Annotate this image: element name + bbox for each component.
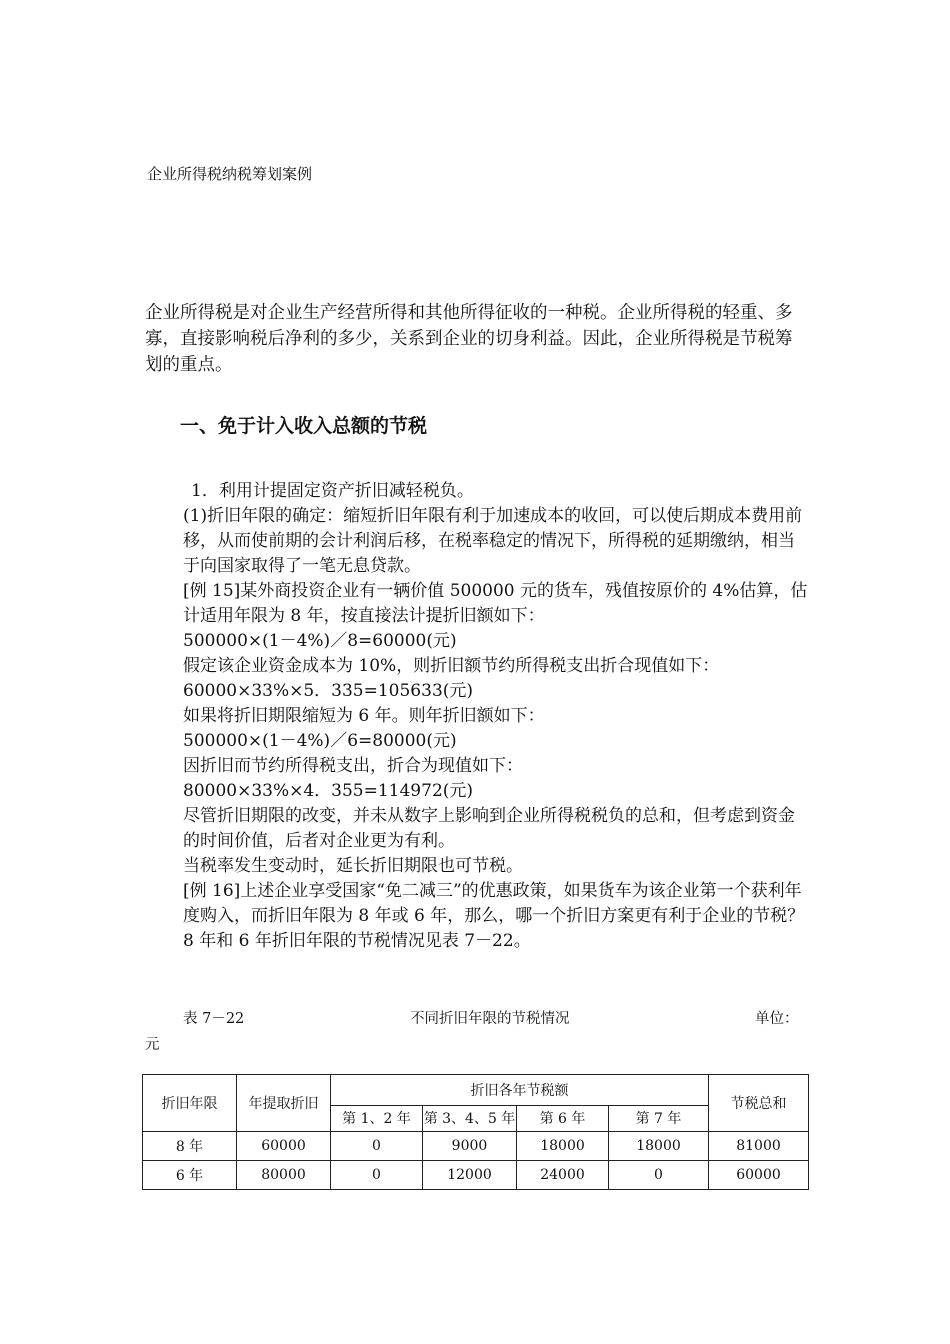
- header-annual-depreciation: 年提取折旧: [237, 1075, 331, 1132]
- table-cell: 18000: [609, 1132, 709, 1161]
- table-cell: 12000: [423, 1161, 517, 1190]
- table-row: [143, 1132, 809, 1161]
- header-depreciation-years: 折旧年限: [143, 1075, 237, 1132]
- table-cell: 0: [609, 1161, 709, 1190]
- table-cell: 24000: [517, 1161, 609, 1190]
- header-total-savings: 节税总和: [709, 1075, 809, 1132]
- body-line: (1)折旧年限的确定：缩短折旧年限有利于加速成本的收回，可以使后期成本费用前移，从而使前期的会计利润后移，在税率稳定的情况下，所得税的延期缴纳，相当于向国家取得了一笔无息贷款。: [183, 506, 803, 576]
- table-cell: 80000: [237, 1161, 331, 1190]
- body-line: 尽管折旧期限的改变，并未从数字上影响到企业所得税税负的总和，但考虑到资金的时间价值，后者对企业更为有利。: [183, 806, 795, 851]
- body-line: 因折旧而节约所得税支出，折合为现值如下：: [183, 756, 523, 776]
- body-line: 1．利用计提固定资产折旧减轻税负。: [191, 481, 474, 501]
- table-title: 不同折旧年限的节税情况: [410, 1011, 570, 1027]
- formula-line: 500000×(1－4%)／6=80000(元): [183, 731, 457, 751]
- body-line: [例 16]上述企业享受国家“免二减三”的优惠政策，如果货车为该企业第一个获利年度购入，而折旧年限为 8 年或 6 年，那么，哪一个折旧方案更有利于企业的节税？: [183, 881, 805, 926]
- body-line: 8 年和 6 年折旧年限的节税情况见表 7－22。: [183, 931, 531, 951]
- header-years-3-5: 第 3、4、5 年: [423, 1105, 517, 1131]
- header-year-6: 第 6 年: [517, 1105, 609, 1131]
- formula-line: 80000×33%×4．355=114972(元): [183, 781, 474, 801]
- table-cell: 60000: [237, 1132, 331, 1161]
- table-cell: 60000: [709, 1161, 809, 1190]
- table-cell: 81000: [709, 1132, 809, 1161]
- intro-paragraph: 企业所得税是对企业生产经营所得和其他所得征收的一种税。企业所得税的轻重、多寡，直接影响税后净利的多少，关系到企业的切身利益。因此，企业所得税是节税筹划的重点。: [145, 303, 793, 375]
- header-years-1-2: 第 1、2 年: [331, 1105, 423, 1131]
- formula-line: 500000×(1－4%)／8=60000(元): [183, 631, 457, 651]
- table-cell: 8 年: [143, 1132, 237, 1161]
- body-line: 假定该企业资金成本为 10%，则折旧额节约所得税支出折合现值如下：: [183, 656, 720, 676]
- table-unit-label: 单位：: [755, 1011, 799, 1027]
- formula-line: 60000×33%×5．335=105633(元): [183, 681, 474, 701]
- body-text: [145, 479, 809, 954]
- body-line: 当税率发生变动时，延长折旧期限也可节税。: [183, 856, 523, 876]
- table-cell: 9000: [423, 1132, 517, 1161]
- table-cell: 6 年: [143, 1161, 237, 1190]
- table-cell: 0: [331, 1161, 423, 1190]
- body-line: 如果将折旧期限缩短为 6 年。则年折旧额如下：: [183, 706, 545, 726]
- table-unit: 元: [145, 1037, 160, 1053]
- table-row: [143, 1161, 809, 1190]
- header-annual-savings-group: 折旧各年节税额: [331, 1075, 709, 1106]
- body-line: [例 15]某外商投资企业有一辆价值 500000 元的货车，残值按原价的 4%估算，估计适用年限为 8 年，按直接法计提折旧额如下：: [183, 581, 808, 626]
- savings-table: [142, 1074, 809, 1190]
- header-year-7: 第 7 年: [609, 1105, 709, 1131]
- table-cell: 18000: [517, 1132, 609, 1161]
- section-heading: 一、免于计入收入总额的节税: [180, 415, 428, 437]
- table-number: 表 7－22: [183, 1011, 245, 1027]
- document-title: 企业所得税纳税筹划案例: [147, 165, 313, 183]
- table-cell: 0: [331, 1132, 423, 1161]
